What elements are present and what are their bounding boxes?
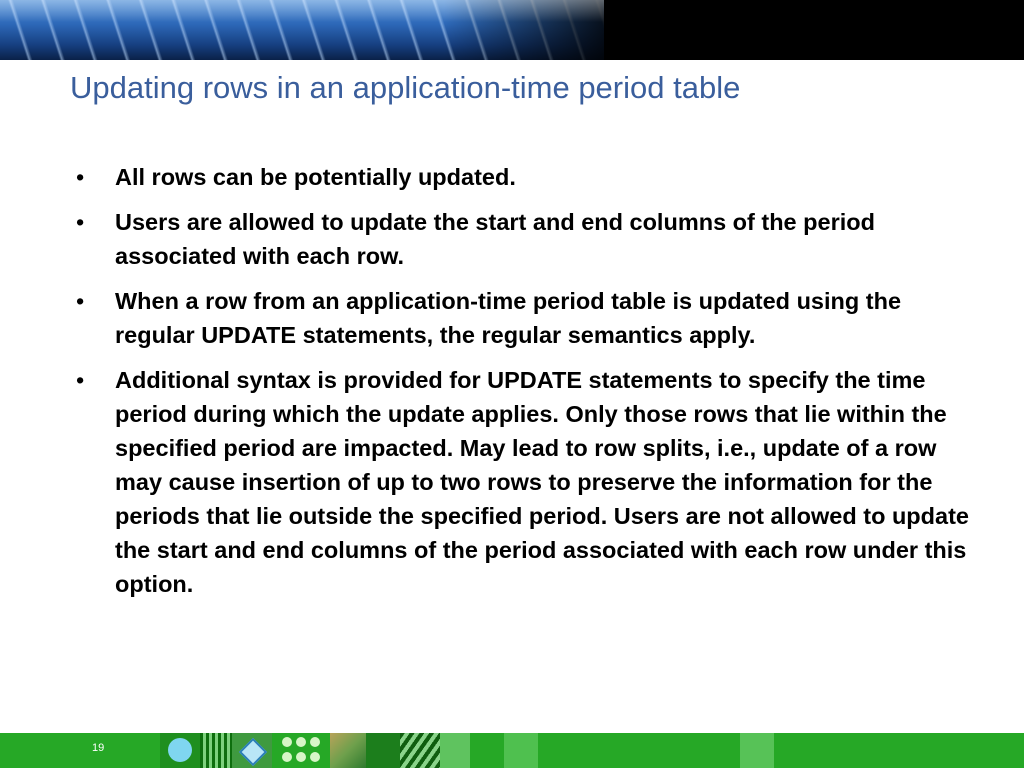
bullet-list (76, 160, 976, 612)
top-banner (0, 0, 1024, 60)
bullet-text: Users are allowed to update the start and end columns of the period associated with each row. (115, 209, 875, 269)
bullet-dot: • (76, 209, 85, 235)
bullet-text: When a row from an application-time period table is updated using the regular UPDATE statements, the regular semantics apply. (115, 288, 902, 348)
footer-tile (740, 733, 774, 768)
dot (282, 737, 292, 747)
footer-tile (366, 733, 400, 768)
footer-tile (160, 733, 200, 768)
bullet-item (76, 363, 976, 601)
dot (310, 752, 320, 762)
bullet-item (76, 160, 976, 194)
bullet-item (76, 284, 976, 352)
dots-icon (272, 733, 328, 768)
bullet-text: Additional syntax is provided for UPDATE statements to specify the time period during which the update applies. Only those rows that lie within the specified period are impacted. May lead to row splits, i.e., update of a row may cause insertion of up to two rows to preserve the information for the periods that lie outside the specified period. Users are not allowed to update the start and end columns of the period associated with each row under this option. (115, 367, 969, 597)
footer-photo (330, 733, 366, 768)
leaf-icon (400, 733, 440, 768)
bullet-text: All rows can be potentially updated. (115, 164, 516, 190)
diamond-icon (239, 738, 267, 766)
footer-tile (504, 733, 538, 768)
bullet-item (76, 205, 976, 273)
dot (310, 737, 320, 747)
dot (282, 752, 292, 762)
footer-bar (0, 733, 1024, 768)
footer-tile (232, 733, 272, 768)
footer-tile (440, 733, 470, 768)
bullet-dot: • (76, 367, 85, 393)
slide-title: Updating rows in an application-time period table (70, 70, 741, 105)
dot (296, 737, 306, 747)
stripes-icon (200, 733, 232, 768)
dot (296, 752, 306, 762)
bullet-dot: • (76, 164, 85, 190)
page-number: 19 (92, 742, 105, 754)
banner-shine (0, 0, 604, 22)
circle-icon (168, 738, 192, 762)
bullet-dot: • (76, 288, 85, 314)
